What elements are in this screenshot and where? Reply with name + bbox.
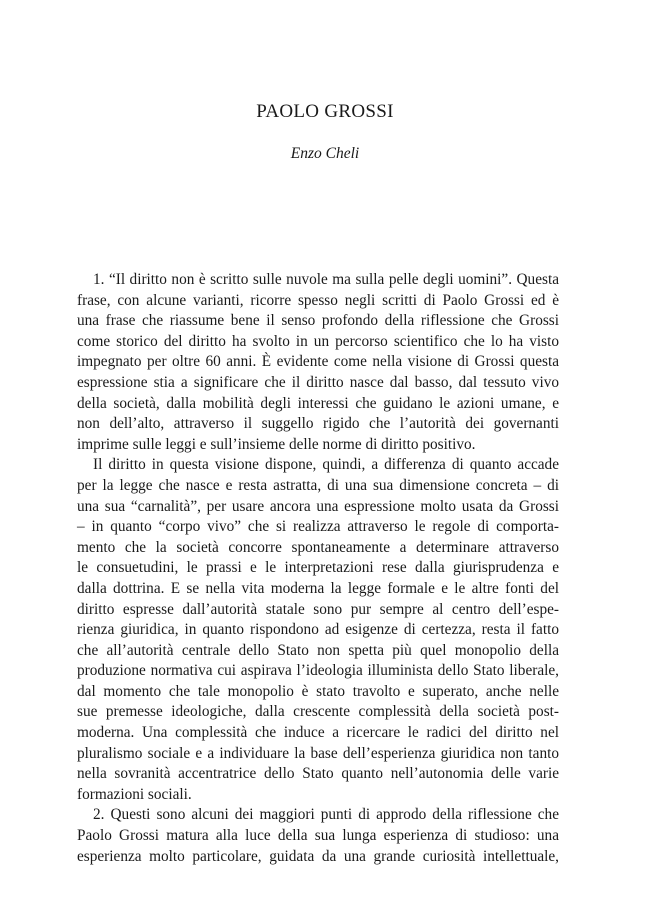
text-line: esperienza molto particolare, guidata da una grande curiosità intellettuale, xyxy=(77,847,559,865)
text-line: – in quanto “corpo vivo” che si realizza attraverso le regole di comporta- xyxy=(77,518,559,536)
text-line: diritto espresse dall’autorità statale sono pur sempre al centro dell’espe- xyxy=(77,600,559,618)
page-title: PAOLO GROSSI xyxy=(256,101,394,122)
text-line: nella sovranità accentratrice dello Stato quanto nell’autonomia delle varie xyxy=(77,765,559,783)
text-line: sue premesse ideologiche, dalla crescente complessità della società post- xyxy=(77,703,559,721)
text-line: le consuetudini, le prassi e le interpretazioni rese dalla giurisprudenza e xyxy=(77,559,559,577)
text-line: della società, dalla mobilità degli interessi che guidano le azioni umane, e xyxy=(77,394,559,412)
article-body xyxy=(77,270,559,867)
text-line: pluralismo sociale e a individuare la base dell’esperienza giuridica non tanto xyxy=(77,744,559,762)
text-line: rienza giuridica, in quanto rispondono ad esigenze di certezza, resta il fatto xyxy=(77,621,559,639)
text-line: frase, con alcune varianti, ricorre spesso negli scritti di Paolo Grossi ed è xyxy=(77,291,559,309)
text-line: moderna. Una complessità che induce a ricercare le radici del diritto nel xyxy=(77,724,559,742)
text-line: dal momento che tale monopolio è stato travolto e superato, anche nelle xyxy=(77,682,559,700)
text-line: produzione normativa cui aspirava l’ideologia illuminista dello Stato liberale, xyxy=(77,662,559,680)
text-line: dalla dottrina. E se nella vita moderna la legge formale e le altre fonti del xyxy=(77,579,559,597)
text-line: non dell’alto, attraverso il suggello rigido che l’autorità dei governanti xyxy=(77,415,559,433)
text-line: imprime sulle leggi e sull’insieme delle norme di diritto positivo. xyxy=(77,435,476,453)
text-line: una frase che riassume bene il senso profondo della riflessione che Grossi xyxy=(77,312,559,330)
text-line: per la legge che nasce e resta astratta, di una sua dimensione concreta – di xyxy=(77,476,559,494)
text-line: impegnato per oltre 60 anni. È evidente come nella visione di Grossi questa xyxy=(77,353,559,371)
text-line: Paolo Grossi matura alla luce della sua lunga esperienza di studioso: una xyxy=(77,827,559,845)
text-line: espressione stia a significare che il diritto nasce dal basso, dal tessuto vivo xyxy=(77,373,559,391)
author-name: Enzo Cheli xyxy=(290,145,360,162)
text-line: formazioni sociali. xyxy=(77,785,192,803)
text-line: Il diritto in questa visione dispone, quindi, a differenza di quanto accade xyxy=(93,456,559,474)
text-line: che all’autorità centrale dello Stato non spetta più quel monopolio della xyxy=(77,641,559,659)
text-line: una sua “carnalità”, per usare ancora una espressione molto usata da Grossi xyxy=(77,497,559,515)
text-line: 2. Questi sono alcuni dei maggiori punti di approdo della riflessione che xyxy=(93,806,559,824)
text-line: 1. “Il diritto non è scritto sulle nuvole ma sulla pelle degli uomini”. Questa xyxy=(93,271,559,288)
text-line: mento che la società concorre spontaneamente a determinare attraverso xyxy=(77,538,559,556)
text-line: come storico del diritto ha svolto in un percorso scientifico che lo ha visto xyxy=(77,332,559,350)
